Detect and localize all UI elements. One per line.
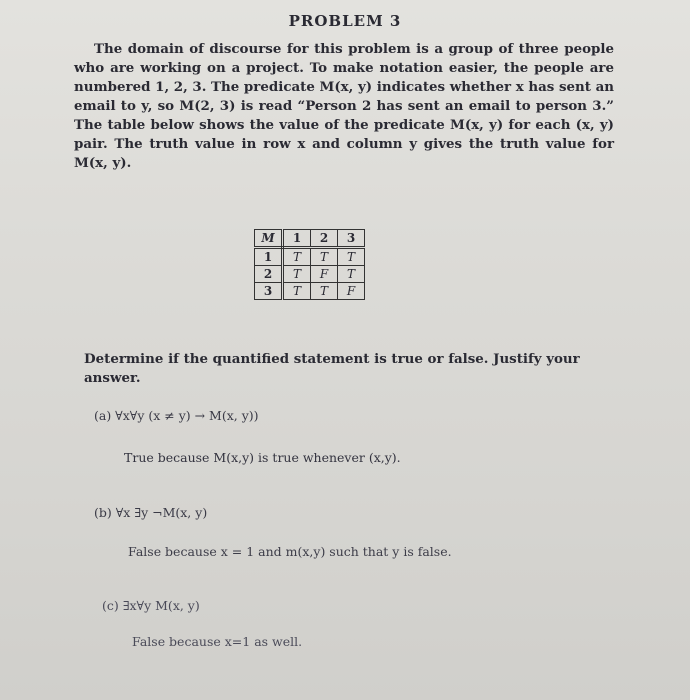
column-header: 2 [311,230,338,248]
part-a-statement: (a) ∀x∀y (x ≠ y) → M(x, y)) [94,408,259,423]
table-cell: F [338,283,365,300]
part-c-answer: False because x=1 as well. [132,634,303,649]
table-header-row [255,230,365,248]
part-a-answer: True because M(x,y) is true whenever (x,y). [124,450,401,465]
table-cell: F [311,266,338,283]
table-row [255,248,365,266]
part-b-statement: (b) ∀x ∃y ¬M(x, y) [94,505,208,520]
table-cell: T [283,248,311,266]
question-prompt: Determine if the quantified statement is true or false. Justify your answer. [84,351,580,386]
table-cell: T [311,283,338,300]
part-c-statement: (c) ∃x∀y M(x, y) [102,598,200,613]
table-cell: T [338,248,365,266]
table-corner: M [255,230,283,248]
table-cell: T [311,248,338,266]
table-row [255,283,365,300]
row-header: 3 [255,283,283,300]
truth-table [254,229,365,300]
problem-intro: The domain of discourse for this problem is a group of three people who are working on a project. To make notation easier, the people are numbered 1, 2, 3. The predicate M(x, y) indicates whether x has sent an email to y, so M(2, 3) is read “Person 2 has sent an email to person 3.” The table below shows the value of the predicate M(x, y) for each (x, y) pair. The truth value in row x and column y gives the truth value for M(x, y). [74,41,615,171]
problem-title: PROBLEM 3 [288,12,402,30]
column-header: 3 [338,230,365,248]
row-header: 2 [255,266,283,283]
row-header: 1 [255,248,283,266]
table-row [255,266,365,283]
table-cell: T [338,266,365,283]
part-b-answer: False because x = 1 and m(x,y) such that y is false. [128,544,452,559]
column-header: 1 [283,230,311,248]
table-cell: T [283,283,311,300]
table-cell: T [283,266,311,283]
